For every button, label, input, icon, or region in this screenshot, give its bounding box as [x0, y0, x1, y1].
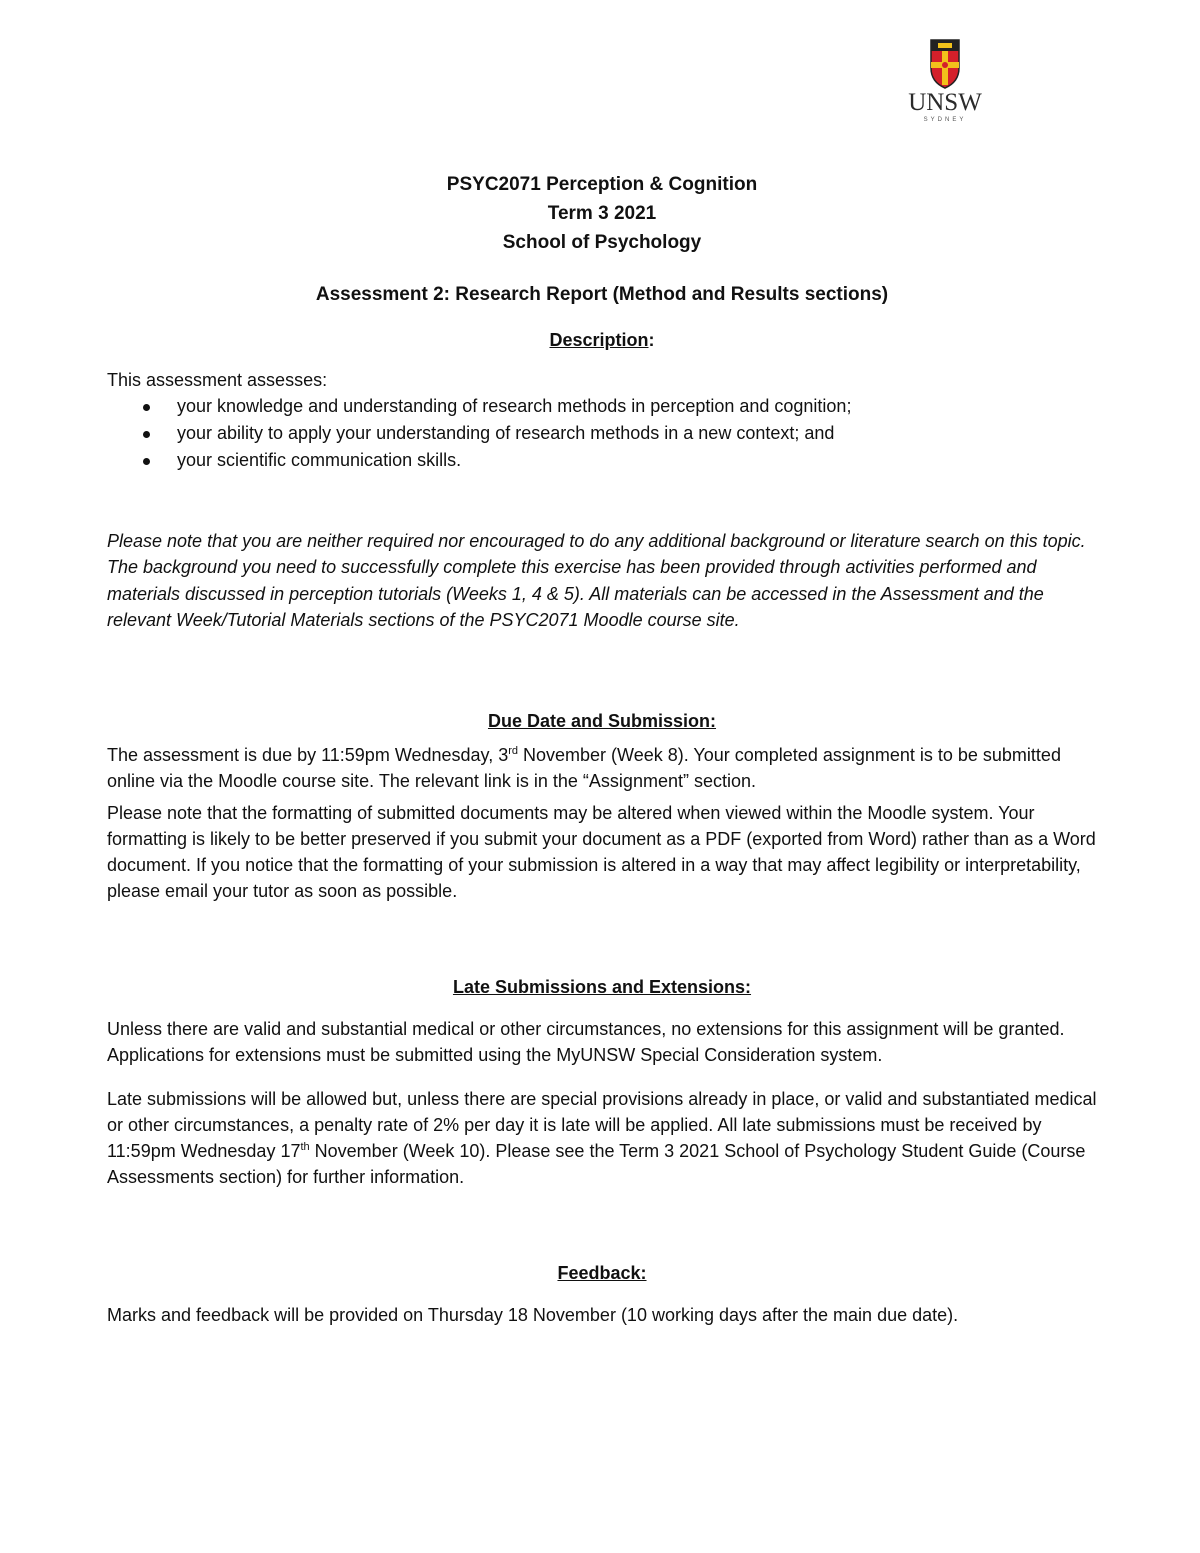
assessment-title: Assessment 2: Research Report (Method and Results sections) — [315, 284, 889, 305]
due-sup: rd — [508, 744, 519, 757]
formatting-paragraph: Please note that the formatting of submitted documents may be altered when viewed within the Moodle system. Your formatting is likely to be better preserved if you submit your document as a PDF (exported from Word) rather than as a Word document. If you notice that the formatting of your submission is altered in a way that may affect legibility or interpretability, please email your tutor as soon as possible. — [107, 802, 1096, 901]
due-text-b: November (Week 8). Your completed assignment is to be submitted online via the Moodle course site. The relevant link is in the “Assignment” section. — [107, 744, 1061, 791]
unsw-wordmark: UNSW — [908, 89, 982, 116]
description-heading-colon: : — [648, 330, 655, 350]
due-date-paragraph — [107, 742, 1097, 794]
course-title: PSYC2071 Perception & Cognition — [446, 174, 758, 195]
description-heading-text: Description — [549, 330, 649, 350]
term-title: Term 3 2021 — [547, 203, 657, 224]
feedback-paragraph: Marks and feedback will be provided on Thursday 18 November (10 working days after the main due date). — [107, 1304, 959, 1325]
late-sup: th — [300, 1140, 310, 1153]
unsw-crest-icon — [905, 38, 985, 90]
late-text-a: Late submissions will be allowed but, unless there are special provisions already in place, or valid and substantiated medical or other circumstances, a penalty rate of 2% per day it is late will be applied. All late submissions must be received by 11:59pm Wednesday 17 — [107, 1088, 1097, 1161]
document-body — [107, 170, 1097, 1328]
feedback-heading: Feedback: — [557, 1262, 647, 1283]
description-intro: This assessment assesses: — [107, 370, 328, 390]
list-item: your scientific communication skills. — [177, 447, 1097, 474]
list-item: your ability to apply your understanding of research methods in a new context; and — [177, 420, 1097, 447]
unsw-sub-wordmark: SYDNEY — [923, 117, 967, 123]
late-text-b: November (Week 10). Please see the Term 3 2021 School of Psychology Student Guide (Course Assessments section) for further information. — [107, 1140, 1086, 1187]
late-submissions-heading: Late Submissions and Extensions: — [452, 976, 752, 997]
unsw-logo — [905, 38, 985, 124]
list-item: your knowledge and understanding of research methods in perception and cognition; — [177, 393, 1097, 420]
due-date-heading: Due Date and Submission: — [487, 710, 717, 731]
late-penalty-paragraph — [107, 1086, 1097, 1190]
description-bullet-list — [107, 393, 1097, 474]
description-heading — [107, 327, 1097, 353]
background-note: Please note that you are neither required nor encouraged to do any additional background or literature search on this topic. The background you need to successfully complete this exercise has been provided through activities performed and materials discussed in perception tutorials (Weeks 1, 4 & 5). All materials can be accessed in the Assessment and the relevant Week/Tutorial Materials sections of the PSYC2071 Moodle course site. — [107, 531, 1086, 631]
due-text-a: The assessment is due by 11:59pm Wednesday, 3 — [107, 744, 509, 765]
extensions-paragraph: Unless there are valid and substantial medical or other circumstances, no extensions for this assignment will be granted. Applications for extensions must be submitted using the MyUNSW Special Consideration system. — [107, 1018, 1065, 1065]
school-title: School of Psychology — [502, 232, 702, 253]
